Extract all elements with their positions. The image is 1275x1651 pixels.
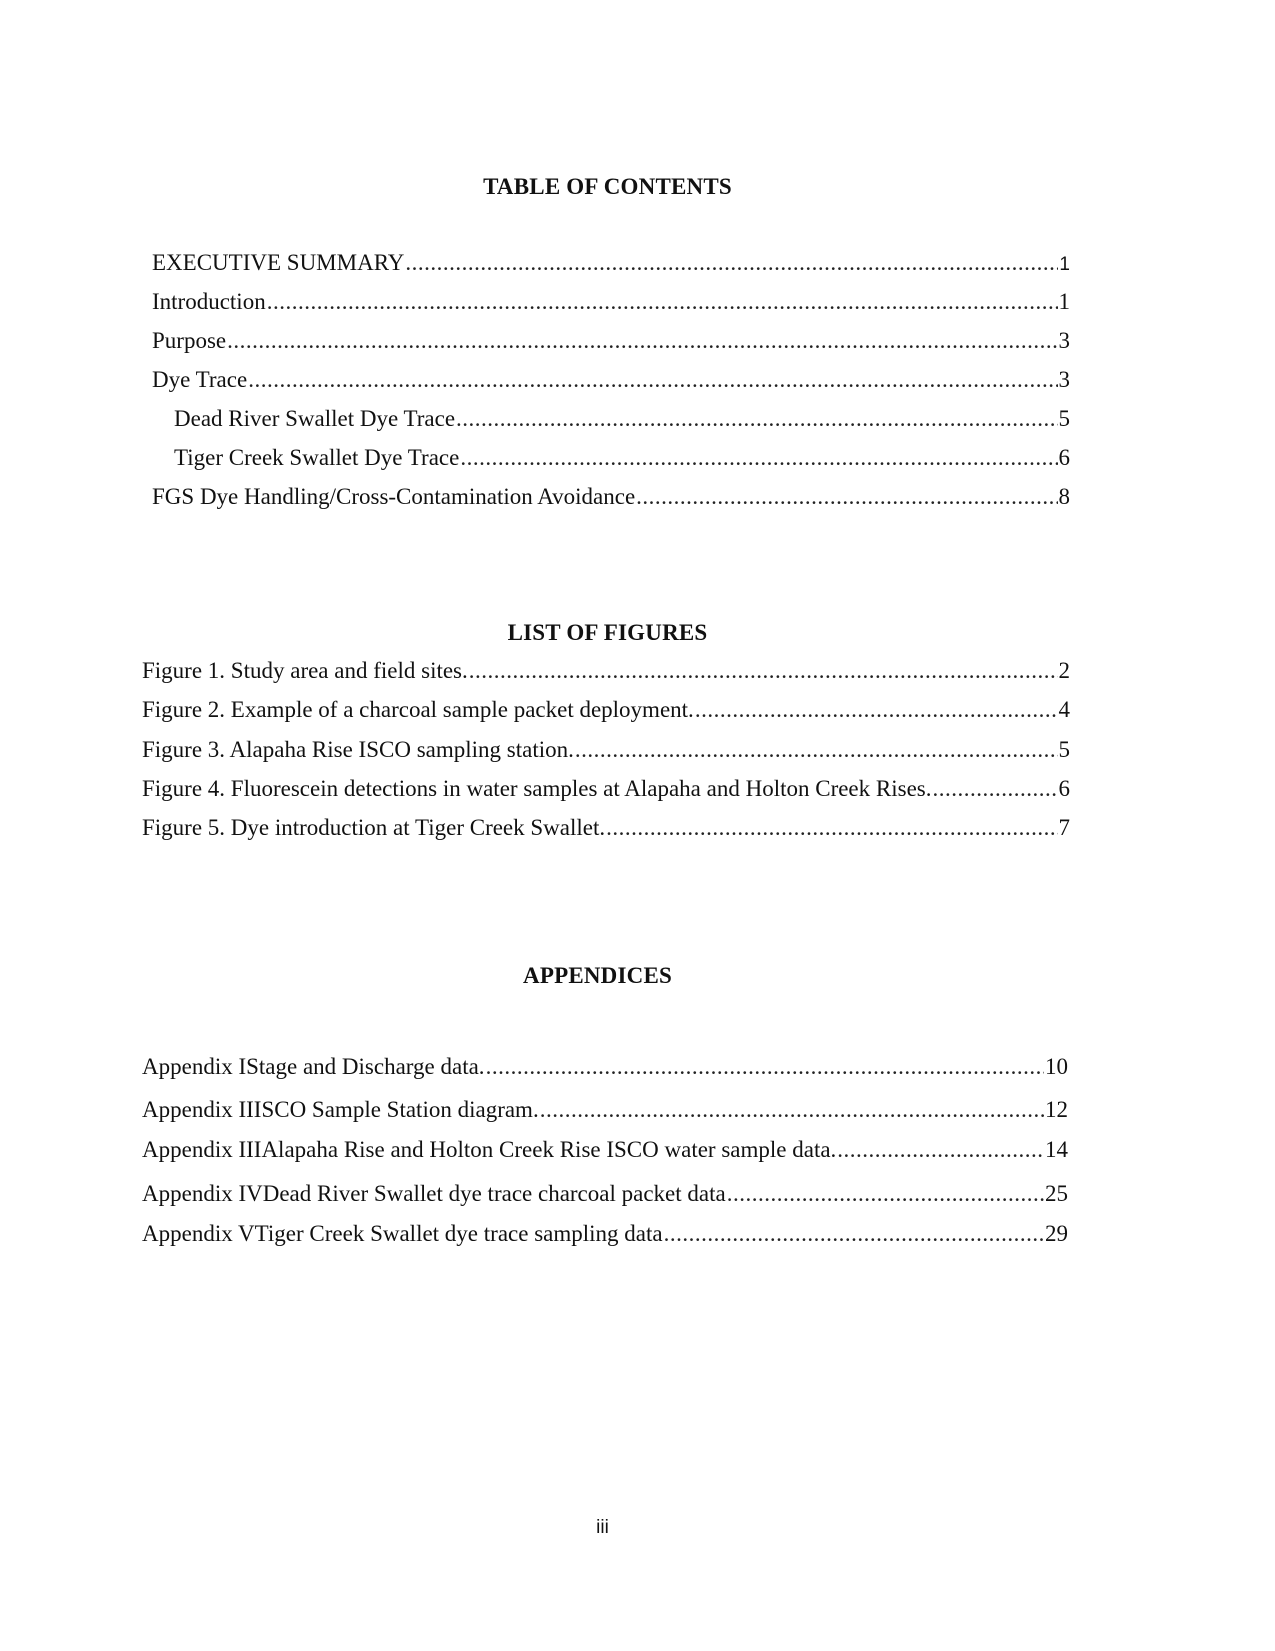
appendices-title: APPENDICES xyxy=(523,963,672,988)
appendix-entry-label: Tiger Creek Swallet dye trace sampling data xyxy=(254,1221,663,1246)
appendix-entry-2[interactable] xyxy=(142,1097,1068,1123)
dot-leader xyxy=(636,484,1057,510)
toc-entry-page: 6 xyxy=(1058,445,1070,470)
dot-leader xyxy=(469,658,1058,684)
toc-entry-label: Tiger Creek Swallet Dye Trace xyxy=(174,445,460,470)
figure-entry-page: 4 xyxy=(1058,697,1070,722)
figure-entry-page: 7 xyxy=(1058,815,1070,840)
appendix-entry-page: 12 xyxy=(1045,1097,1068,1122)
dot-leader xyxy=(727,1181,1044,1207)
toc-entry-page: 8 xyxy=(1058,484,1070,509)
toc-entry-dye-trace[interactable] xyxy=(152,367,1070,393)
figure-entry-page: 2 xyxy=(1058,658,1070,683)
figure-entry-label: Figure 3. Alapaha Rise ISCO sampling station. xyxy=(142,737,574,762)
appendix-code: Appendix IV xyxy=(142,1181,263,1206)
toc-entry-page: 1 xyxy=(1058,289,1070,314)
figure-entry-2[interactable] xyxy=(142,697,1070,723)
dot-leader xyxy=(486,1054,1044,1080)
dot-leader xyxy=(248,367,1057,393)
appendix-entry-page: 14 xyxy=(1045,1137,1068,1162)
figure-entry-page: 5 xyxy=(1058,737,1070,762)
toc-entry-page: 3 xyxy=(1058,367,1070,392)
appendix-entry-label: Dead River Swallet dye trace charcoal packet data xyxy=(262,1181,726,1206)
dot-leader xyxy=(460,445,1057,471)
figure-entry-3[interactable] xyxy=(142,737,1070,763)
figure-entry-1[interactable] xyxy=(142,658,1070,684)
appendix-entry-5[interactable] xyxy=(142,1221,1068,1247)
toc-entry-label: EXECUTIVE SUMMARY xyxy=(152,250,405,275)
toc-entry-dead-river[interactable] xyxy=(174,406,1070,432)
figures-title: LIST OF FIGURES xyxy=(507,620,708,645)
toc-entry-executive-summary[interactable] xyxy=(152,250,1070,276)
appendix-code: Appendix V xyxy=(142,1221,255,1246)
dot-leader xyxy=(837,1137,1044,1163)
dot-leader xyxy=(227,328,1057,354)
appendix-entry-page: 10 xyxy=(1045,1054,1068,1079)
toc-entry-label: Introduction xyxy=(152,289,266,314)
toc-entry-page: 5 xyxy=(1058,406,1070,431)
figure-entry-5[interactable] xyxy=(142,815,1070,841)
dot-leader xyxy=(575,737,1058,763)
appendix-entry-1[interactable] xyxy=(142,1054,1068,1080)
dot-leader xyxy=(267,289,1058,315)
appendix-code: Appendix I xyxy=(142,1054,247,1079)
toc-title: TABLE OF CONTENTS xyxy=(483,174,732,199)
dot-leader xyxy=(405,250,1058,276)
toc-entry-label: Dead River Swallet Dye Trace xyxy=(174,406,456,431)
figure-entry-label: Figure 4. Fluorescein detections in water samples at Alapaha and Holton Creek Rises. xyxy=(142,776,932,801)
toc-entry-page: 3 xyxy=(1058,328,1070,353)
appendix-entry-label: Alapaha Rise and Holton Creek Rise ISCO water sample data. xyxy=(261,1137,837,1162)
figure-entry-label: Figure 2. Example of a charcoal sample packet deployment. xyxy=(142,697,694,722)
toc-entry-fgs-dye-handling[interactable] xyxy=(152,484,1070,510)
dot-leader xyxy=(456,406,1057,432)
toc-entry-purpose[interactable] xyxy=(152,328,1070,354)
toc-entry-page: 1 xyxy=(1059,254,1070,275)
toc-entry-label: Purpose xyxy=(152,328,227,353)
toc-entry-tiger-creek[interactable] xyxy=(174,445,1070,471)
figure-entry-4[interactable] xyxy=(142,776,1070,802)
toc-entry-label: FGS Dye Handling/Cross-Contamination Avoidance xyxy=(152,484,636,509)
dot-leader xyxy=(695,697,1058,723)
figure-entry-label: Figure 5. Dye introduction at Tiger Creek Swallet. xyxy=(142,815,606,840)
dot-leader xyxy=(606,815,1057,841)
appendix-entry-label: Stage and Discharge data. xyxy=(246,1054,485,1079)
figure-entry-page: 6 xyxy=(1058,776,1070,801)
toc-entry-label: Dye Trace xyxy=(152,367,248,392)
dot-leader xyxy=(540,1097,1044,1123)
appendix-entry-page: 25 xyxy=(1045,1181,1068,1206)
dot-leader xyxy=(664,1221,1044,1247)
page-number: iii xyxy=(596,1517,609,1538)
appendix-entry-label: ISCO Sample Station diagram. xyxy=(253,1097,539,1122)
toc-entry-introduction[interactable] xyxy=(152,289,1070,315)
appendix-entry-4[interactable] xyxy=(142,1181,1068,1207)
appendix-entry-page: 29 xyxy=(1045,1221,1068,1246)
dot-leader xyxy=(932,776,1057,802)
appendix-code: Appendix II xyxy=(142,1097,254,1122)
figure-entry-label: Figure 1. Study area and field sites. xyxy=(142,658,468,683)
appendix-entry-3[interactable] xyxy=(142,1137,1068,1163)
appendix-code: Appendix III xyxy=(142,1137,262,1162)
